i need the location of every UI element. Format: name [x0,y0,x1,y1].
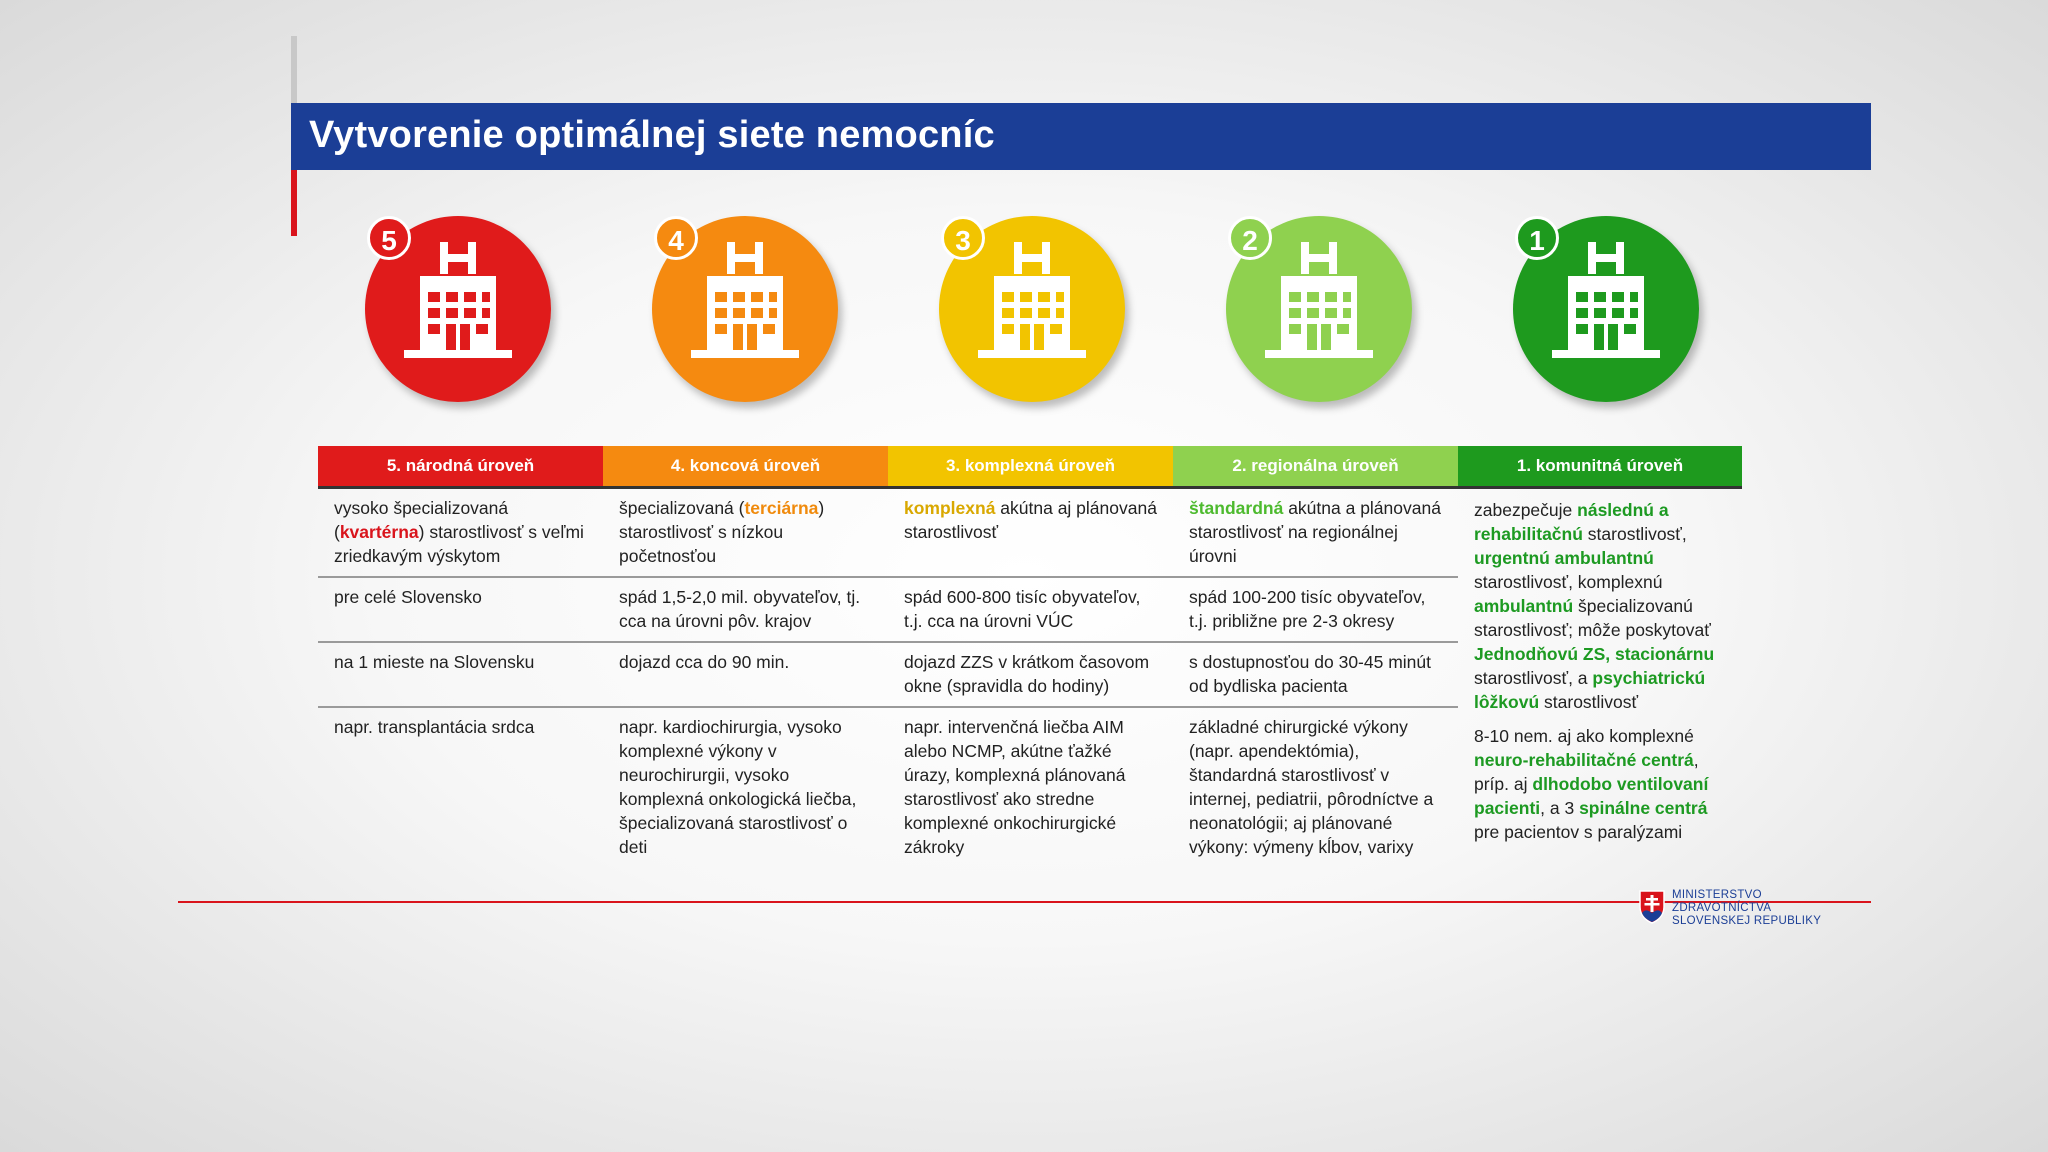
body-text: pre pacientov s paralýzami [1474,822,1683,842]
cell-l5-care: vysoko špecializovaná (kvartérna) starostlivosť s veľmi zriedkavým výskytom [318,488,603,578]
ministry-name: MINISTERSTVO ZDRAVOTNÍCTVA SLOVENSKEJ REPUBLIKY [1672,889,1822,927]
cell-l1-description [1458,488,1742,868]
highlight-text: dlhodobo ventilovaní pacienti [1474,774,1709,818]
cell-l2-access: s dostupnosťou do 30-45 minút od bydliska pacienta [1173,642,1458,707]
body-text: , príp. aj [1474,750,1699,794]
levels-table [318,446,1742,867]
left-accent-red [291,170,297,236]
level-4-icon-group [652,216,838,402]
cell-l4-care: špecializovaná (terciárna) starostlivosť s nízkou početnosťou [603,488,888,578]
level-1-services-text [1474,498,1726,714]
cell-l5-access: na 1 mieste na Slovensku [318,642,603,707]
title-bar [291,103,1871,170]
cell-l5-examples: napr. transplantácia srdca [334,717,535,737]
cell-l2-care: štandardná akútna a plánovaná starostlivosť na regionálnej úrovni [1173,488,1458,578]
highlight-text: následnú a rehabilitačnú [1474,500,1669,544]
coat-of-arms-icon [1638,889,1666,925]
cell-l2-catchment: spád 100-200 tisíc obyvateľov, t.j. približne pre 2-3 okresy [1173,577,1458,642]
page-title: Vytvorenie optimálnej siete nemocníc [309,114,995,156]
cell-l4-examples: napr. kardiochirurgia, vysoko komplexné výkony v neurochirurgii, vysoko komplexná onkologická liečba, špecializovaná starostlivosť o deti [619,717,857,857]
body-text: starostlivosť [1539,692,1639,712]
cell-l3-care: komplexná akútna aj plánovaná starostlivosť [888,488,1173,578]
header-level-2: 2. regionálna úroveň [1173,446,1458,488]
header-level-1: 1. komunitná úroveň [1458,446,1742,488]
body-text: , a 3 [1540,798,1580,818]
level-badge-3: 3 [941,216,985,260]
header-level-4: 4. koncová úroveň [603,446,888,488]
cell-l2-examples: základné chirurgické výkony (napr. apendektómia), štandardná starostlivosť v internej, pediatrii, pôrodníctve a neonatológii; aj plánované výkony: výmeny kĺbov, varixy [1189,717,1434,857]
level-1-icon-group [1513,216,1699,402]
hospital-icon [972,242,1092,372]
body-text: 8-10 nem. aj ako komplexné [1474,726,1694,746]
cell-l4-catchment: spád 1,5-2,0 mil. obyvateľov, tj. cca na úrovni pôv. krajov [603,577,888,642]
highlight-text: ambulantnú [1474,596,1574,616]
cell-l3-access: dojazd ZZS v krátkom časovom okne (spravidla do hodiny) [888,642,1173,707]
level-1-centres-text [1474,724,1726,844]
body-text: starostlivosť, a [1474,668,1593,688]
header-level-5: 5. národná úroveň [318,446,603,488]
header-level-3: 3. komplexná úroveň [888,446,1173,488]
highlight-text: neuro-rehabilitačné centrá [1474,750,1694,770]
level-badge-5: 5 [367,216,411,260]
cell-l3-examples: napr. intervenčná liečba AIM alebo NCMP, akútne ťažké úrazy, komplexná plánovaná starostlivosť ako stredne komplexné onkochirurgické zákroky [904,717,1126,857]
hospital-icon [685,242,805,372]
level-5-icon-group [365,216,551,402]
body-text: zabezpečuje [1474,500,1578,520]
footer-divider [178,901,1871,903]
level-icons [318,210,1742,410]
level-badge-2: 2 [1228,216,1272,260]
hospital-icon [1259,242,1379,372]
body-text: starostlivosť, [1582,524,1687,544]
hospital-icon [1546,242,1666,372]
hospital-icon [398,242,518,372]
cell-l3-catchment: spád 600-800 tisíc obyvateľov, t.j. cca na úrovni VÚC [888,577,1173,642]
cell-l5-catchment: pre celé Slovensko [318,577,603,642]
level-badge-4: 4 [654,216,698,260]
header-row [318,446,1742,488]
highlight-text: urgentnú ambulantnú [1474,548,1654,568]
cell-l4-access: dojazd cca do 90 min. [603,642,888,707]
level-2-icon-group [1226,216,1412,402]
level-3-icon-group [939,216,1125,402]
highlight-text: spinálne centrá [1579,798,1708,818]
body-text: špecializovanú starostlivosť; môže poskytovať [1474,596,1711,640]
highlight-text: Jednodňovú ZS, stacionárnu [1474,644,1715,664]
ministry-logo [1638,887,1868,931]
highlight-text: psychiatrickú lôžkovú [1474,668,1706,712]
body-text: starostlivosť, komplexnú [1474,572,1663,592]
level-badge-1: 1 [1515,216,1559,260]
table-row-care-type [318,488,1742,578]
